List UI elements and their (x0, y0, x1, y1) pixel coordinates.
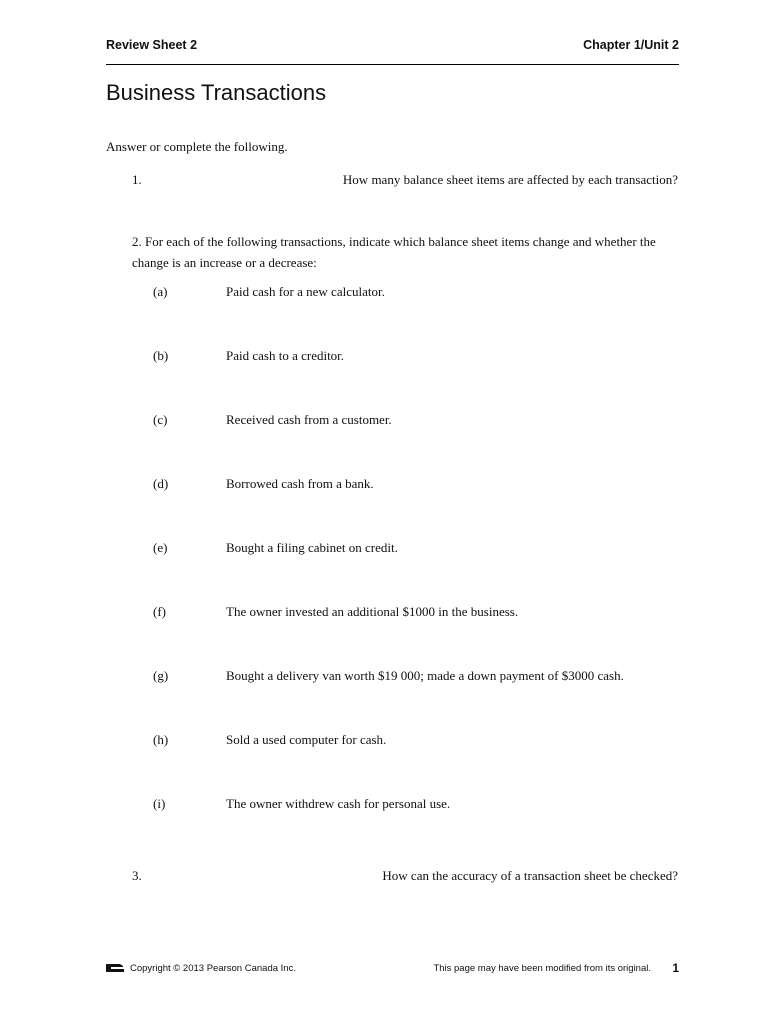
transaction-text: Borrowed cash from a bank. (226, 476, 374, 491)
transaction-label: (f) (153, 604, 166, 619)
transaction-label: (e) (153, 540, 168, 555)
transaction-text: Paid cash for a new calculator. (226, 284, 385, 299)
transaction-label: (a) (153, 284, 168, 299)
copyright-text: Copyright © 2013 Pearson Canada Inc. (130, 963, 296, 974)
transaction-text: Received cash from a customer. (226, 412, 392, 427)
page-footer (106, 961, 679, 977)
instructions: Answer or complete the following. (106, 139, 288, 154)
header-review-sheet: Review Sheet 2 (106, 38, 198, 52)
question-3-text: How can the accuracy of a transaction sheet be checked? (382, 868, 678, 883)
transaction-label: (i) (153, 796, 166, 811)
pearson-logo-icon (106, 964, 124, 972)
transaction-text: Bought a filing cabinet on credit. (226, 540, 398, 555)
transaction-text: The owner withdrew cash for personal use. (226, 796, 451, 811)
transaction-text: Bought a delivery van worth $19 000; made a down payment of $3000 cash. (226, 668, 624, 683)
question-3-number: 3. (132, 868, 142, 883)
transaction-label: (d) (153, 476, 169, 491)
transaction-label: (h) (153, 732, 169, 747)
question-1-number: 1. (132, 172, 142, 187)
transaction-label: (g) (153, 668, 169, 683)
transaction-text: Paid cash to a creditor. (226, 348, 345, 363)
transaction-text: The owner invested an additional $1000 in the business. (226, 604, 519, 619)
header-chapter-unit: Chapter 1/Unit 2 (583, 38, 679, 52)
page-header (106, 38, 679, 65)
page-number: 1 (672, 961, 679, 975)
modified-note: This page may have been modified from its original. (433, 963, 651, 974)
transaction-label: (b) (153, 348, 169, 363)
transaction-label: (c) (153, 412, 168, 427)
question-1-text: How many balance sheet items are affected by each transaction? (342, 172, 678, 187)
page-title: Business Transactions (106, 80, 327, 105)
transaction-text: Sold a used computer for cash. (226, 732, 387, 747)
question-2-text: 2. For each of the following transactions, indicate which balance sheet items change and whether the change is an increase or a decrease: (132, 234, 656, 270)
